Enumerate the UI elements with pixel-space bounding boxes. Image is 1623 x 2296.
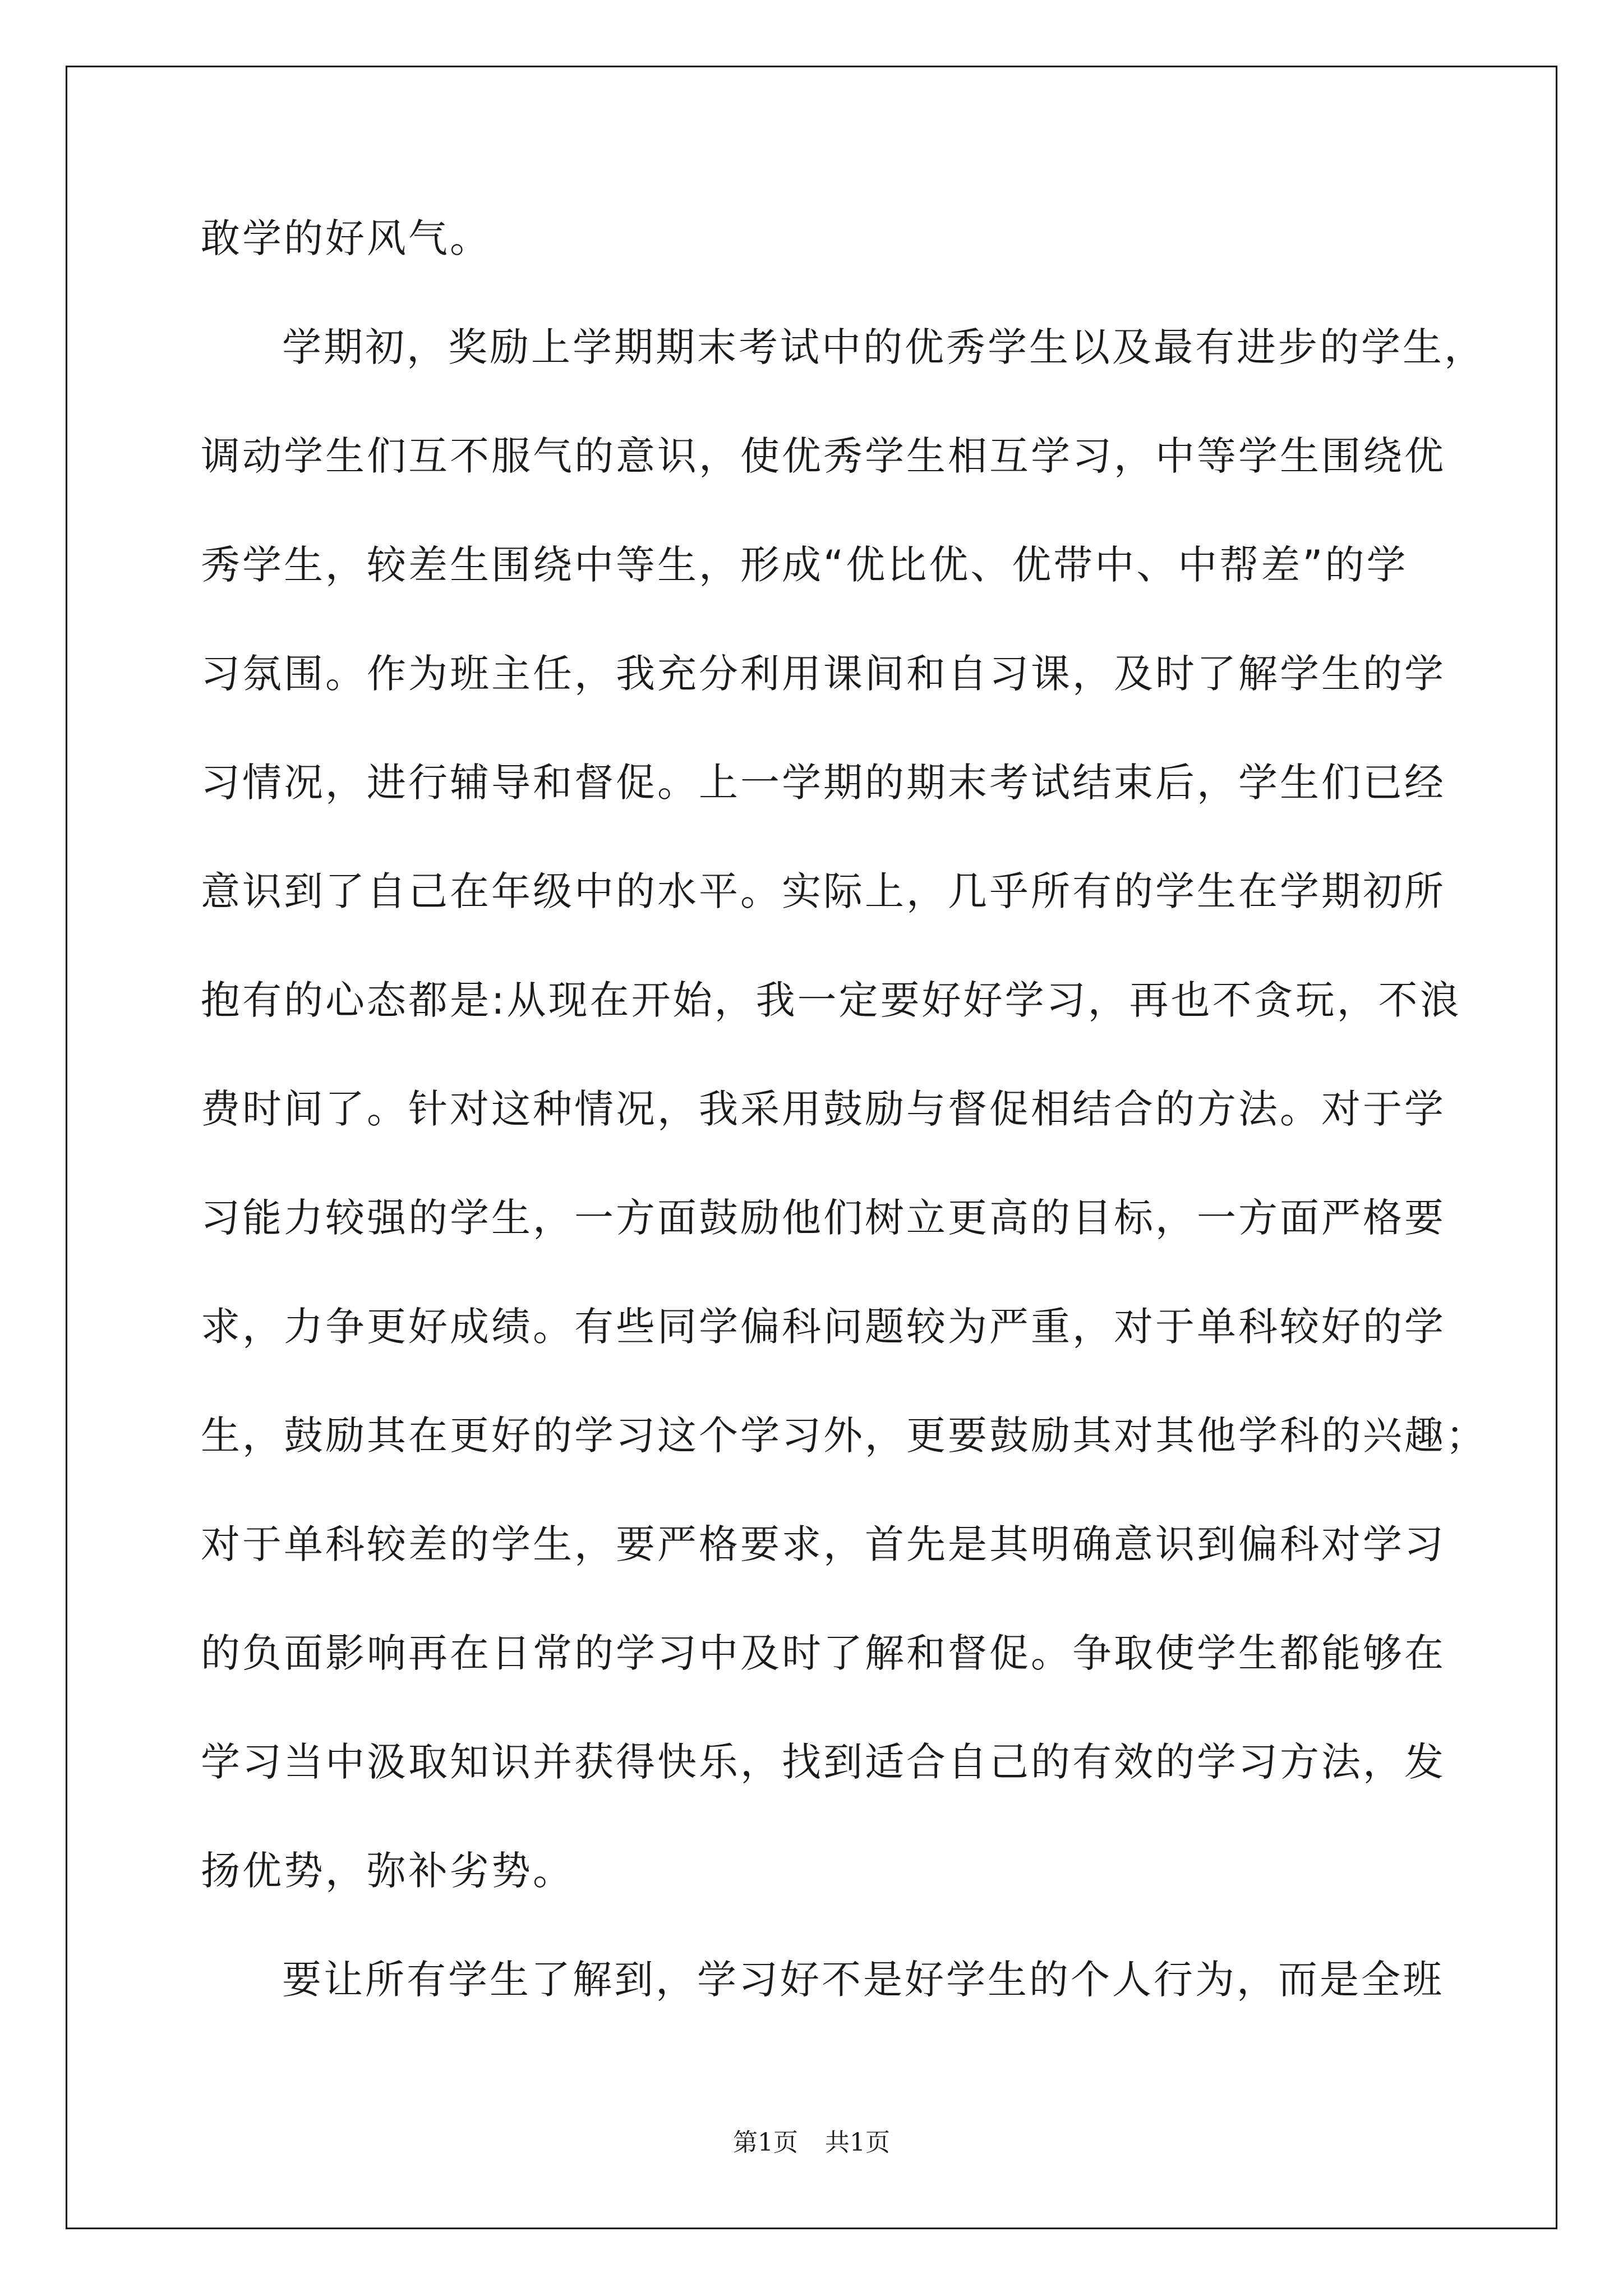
paragraph-start-line: 学期初，奖励上学期期末考试中的优秀学生以及最有进步的学生， <box>282 324 1486 370</box>
page-number: 第1页 <box>733 2128 798 2157</box>
text-line: 习情况，进行辅导和督促。上一学期的期末考试结束后，学生们已经 <box>201 760 1446 806</box>
text-line: 意识到了自己在年级中的水平。实际上，几乎所有的学生在学期初所 <box>201 868 1446 914</box>
text-line: 对于单科较差的学生，要严格要求，首先是其明确意识到偏科对学习 <box>201 1521 1446 1567</box>
page-total: 共1页 <box>825 2128 890 2157</box>
text-line: 习氛围。作为班主任，我充分利用课间和自习课，及时了解学生的学 <box>201 651 1446 697</box>
text-line: 抱有的心态都是:从现在开始，我一定要好好学习，再也不贪玩，不浪 <box>201 977 1461 1023</box>
text-line: 生，鼓励其在更好的学习这个学习外，更要鼓励其对其他学科的兴趣； <box>201 1412 1487 1458</box>
text-line: 求，力争更好成绩。有些同学偏科问题较为严重，对于单科较好的学 <box>201 1304 1446 1350</box>
text-line: 敢学的好风气。 <box>201 215 491 261</box>
paragraph-start-line: 要让所有学生了解到，学习好不是好学生的个人行为，而是全班 <box>282 1957 1444 2003</box>
text-line: 调动学生们互不服气的意识，使优秀学生相互学习，中等学生围绕优 <box>201 433 1446 479</box>
text-line: 的负面影响再在日常的学习中及时了解和督促。争取使学生都能够在 <box>201 1630 1446 1676</box>
page-footer <box>0 2126 1623 2160</box>
text-line: 学习当中汲取知识并获得快乐，找到适合自己的有效的学习方法，发 <box>201 1739 1446 1785</box>
text-line: 秀学生，较差生围绕中等生，形成“优比优、优带中、中帮差”的学 <box>201 542 1408 588</box>
text-line: 费时间了。针对这种情况，我采用鼓励与督促相结合的方法。对于学 <box>201 1086 1446 1132</box>
text-line: 习能力较强的学生，一方面鼓励他们树立更高的目标，一方面严格要 <box>201 1195 1446 1241</box>
text-line: 扬优势，弥补劣势。 <box>201 1848 574 1894</box>
document-body <box>201 184 1487 2034</box>
